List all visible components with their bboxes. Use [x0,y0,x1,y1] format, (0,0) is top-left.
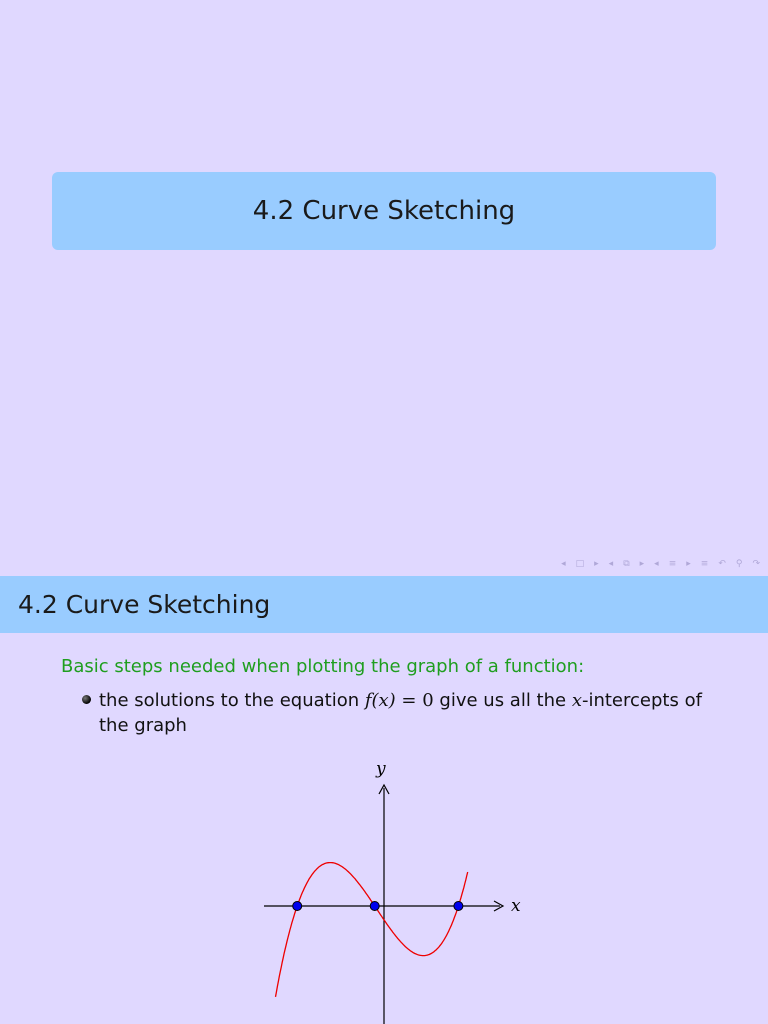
equation-eq: = 0 [395,690,434,711]
title-box [52,172,716,250]
nav-section-icon[interactable]: ≡ [668,559,677,569]
nav-search-icon[interactable]: ⚲ [735,559,743,569]
nav-next-frame-icon[interactable]: ▸ [594,559,599,569]
nav-subsection-icon[interactable]: ⧉ [623,559,630,569]
slide-2 [0,576,768,1024]
variable-x: x [571,690,582,711]
nav-forward-icon[interactable]: ↷ [752,559,760,569]
nav-prev-section-icon[interactable]: ◂ [654,559,659,569]
function-graph [0,576,768,1024]
x-intercept-point-2 [370,902,379,911]
nav-document-icon[interactable]: ≡ [700,559,709,569]
x-intercept-point-3 [454,902,463,911]
nav-next-section-icon[interactable]: ▸ [686,559,691,569]
x-intercept-point-1 [293,902,302,911]
nav-prev-subsection-icon[interactable]: ◂ [608,559,614,569]
slide-title: 4.2 Curve Sketching [252,196,516,226]
nav-prev-frame-icon[interactable]: ◂ [561,559,566,569]
nav-back-icon[interactable]: ↶ [718,559,726,569]
x-axis-label: x [511,896,521,916]
equation-lhs: f(x) [364,690,396,711]
bullet-text: the solutions to the equation f(x) = 0 give us all the x-intercepts of the graph [99,690,702,736]
nav-next-subsection-icon[interactable]: ▸ [639,559,645,569]
nav-frame-icon[interactable]: □ [575,559,585,569]
frame-title: 4.2 Curve Sketching [18,590,271,619]
function-curve [276,863,468,997]
beamer-navigation-bar [561,556,760,572]
y-axis-label: y [376,759,386,779]
block-heading: Basic steps needed when plotting the graph of a function: [61,656,585,677]
